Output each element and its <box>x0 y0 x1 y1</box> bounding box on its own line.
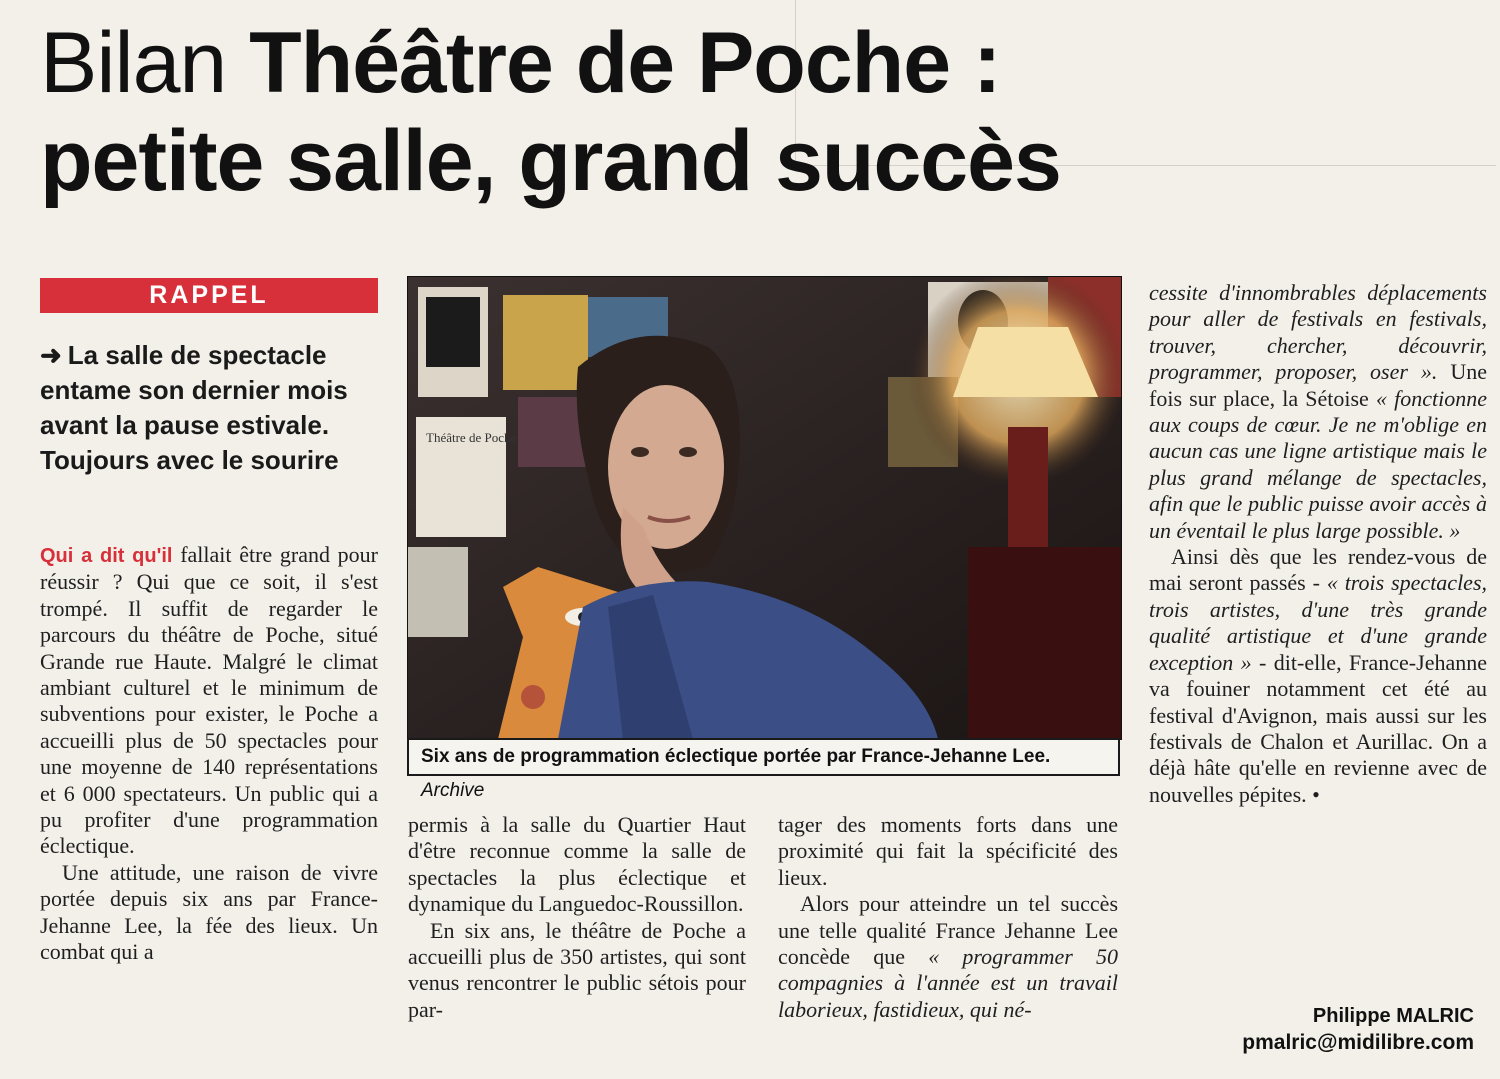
byline <box>1242 1003 1474 1057</box>
article-column-1 <box>40 542 378 966</box>
article-photo <box>407 276 1122 740</box>
author-email[interactable]: pmalric@midilibre.com <box>1242 1031 1474 1054</box>
headline-kicker: Bilan <box>40 15 227 111</box>
headline-title-line2: petite salle, grand succès <box>40 113 1061 209</box>
poster-text: Théâtre de Poche <box>426 430 517 445</box>
article-column-2 <box>408 812 746 1023</box>
author-name: Philippe MALRIC <box>1312 1005 1474 1027</box>
col3-paragraph-2 <box>778 891 1118 1023</box>
col4-paragraph-2-b: - dit-elle, France-Jehanne va fouiner notamment cet été au festival d'Avignon, mais aussi sur les festivals de Chalon et Aurillac. On a déjà hâte qu'elle en revienne avec de nouvelles pépites. • <box>1149 649 1487 807</box>
col2-paragraph-1: permis à la salle du Quartier Haut d'être reconnue comme la salle de spectacles la plus éclectique et dynamique du Languedoc-Roussillon. <box>408 812 746 917</box>
portrait-photo-illustration <box>408 277 1121 739</box>
col2-paragraph-2: En six ans, le théâtre de Poche a accueilli plus de 350 artistes, qui sont venus rencontrer le public sétois pour par- <box>408 917 746 1022</box>
col4-quote-1: cessite d'innombrables déplacements pour aller de festivals en festivals, trouver, chercher, découvrir, programmer, proposer, oser ». <box>1149 280 1487 385</box>
col3-paragraph-1: tager des moments forts dans une proximité qui fait la spécificité des lieux. <box>778 812 1118 890</box>
col3-paragraph-2-text: Alors pour atteindre un tel succès une telle qualité France Jehanne Lee concède que <box>778 891 1118 970</box>
standfirst-text: La salle de spectacle entame son dernier mois avant la pause estivale. Toujours avec le sourire <box>40 340 348 475</box>
caption-text: Six ans de programmation éclectique portée par France-Jehanne Lee. <box>421 746 1051 767</box>
col3-quote: « programmer 50 compagnies à l'année est un travail laborieux, fastidieux, qui né- <box>778 944 1118 1022</box>
article-standfirst <box>40 338 380 478</box>
headline-title-line1: Théâtre de Poche : <box>249 15 1001 111</box>
col4-paragraph-2-a: Ainsi dès que les rendez-vous de mai seront passés - <box>1149 544 1487 596</box>
arrow-right-icon: ➜ <box>40 340 62 370</box>
lead-in: Qui a dit qu'il <box>40 545 173 567</box>
col4-paragraph-2 <box>1149 544 1487 808</box>
article-column-3 <box>778 812 1118 1023</box>
photo-credit: Archive <box>421 780 485 801</box>
rubric-badge: RAPPEL <box>40 278 378 313</box>
photo-caption <box>407 738 1120 801</box>
col4-quote-3: « trois spectacles, trois artistes, d'une très grande qualité artistique et d'une grande exception » <box>1149 570 1488 675</box>
article-column-4 <box>1149 280 1487 808</box>
col4-quote-2: « fonctionne aux coups de cœur. Je ne m'oblige en aucun cas une ligne artistique mais le plus grand mélange de spectacles, afin que le public puisse avoir accès à un éventail le plus large possible. » <box>1149 385 1487 543</box>
col1-paragraph-1: fallait être grand pour réussir ? Qui que ce soit, il s'est trompé. Il suffit de regarder le parcours du théâtre de Poche, situé Grande rue Haute. Malgré le climat ambiant culturel et le minimum de subventions pour exister, le Poche a accueilli plus de 50 spectacles pour une moyenne de 140 représentations et 6 000 spectateurs. Un public qui a pu profiter d'une programmation éclectique. <box>40 542 378 859</box>
headline <box>40 14 1480 210</box>
col1-paragraph-2: Une attitude, une raison de vivre portée depuis six ans par France-Jehanne Lee, la fée des lieux. Un combat qui a <box>40 859 378 965</box>
col4-paragraph-1-mid: Une fois sur place, la Sétoise <box>1149 359 1487 411</box>
